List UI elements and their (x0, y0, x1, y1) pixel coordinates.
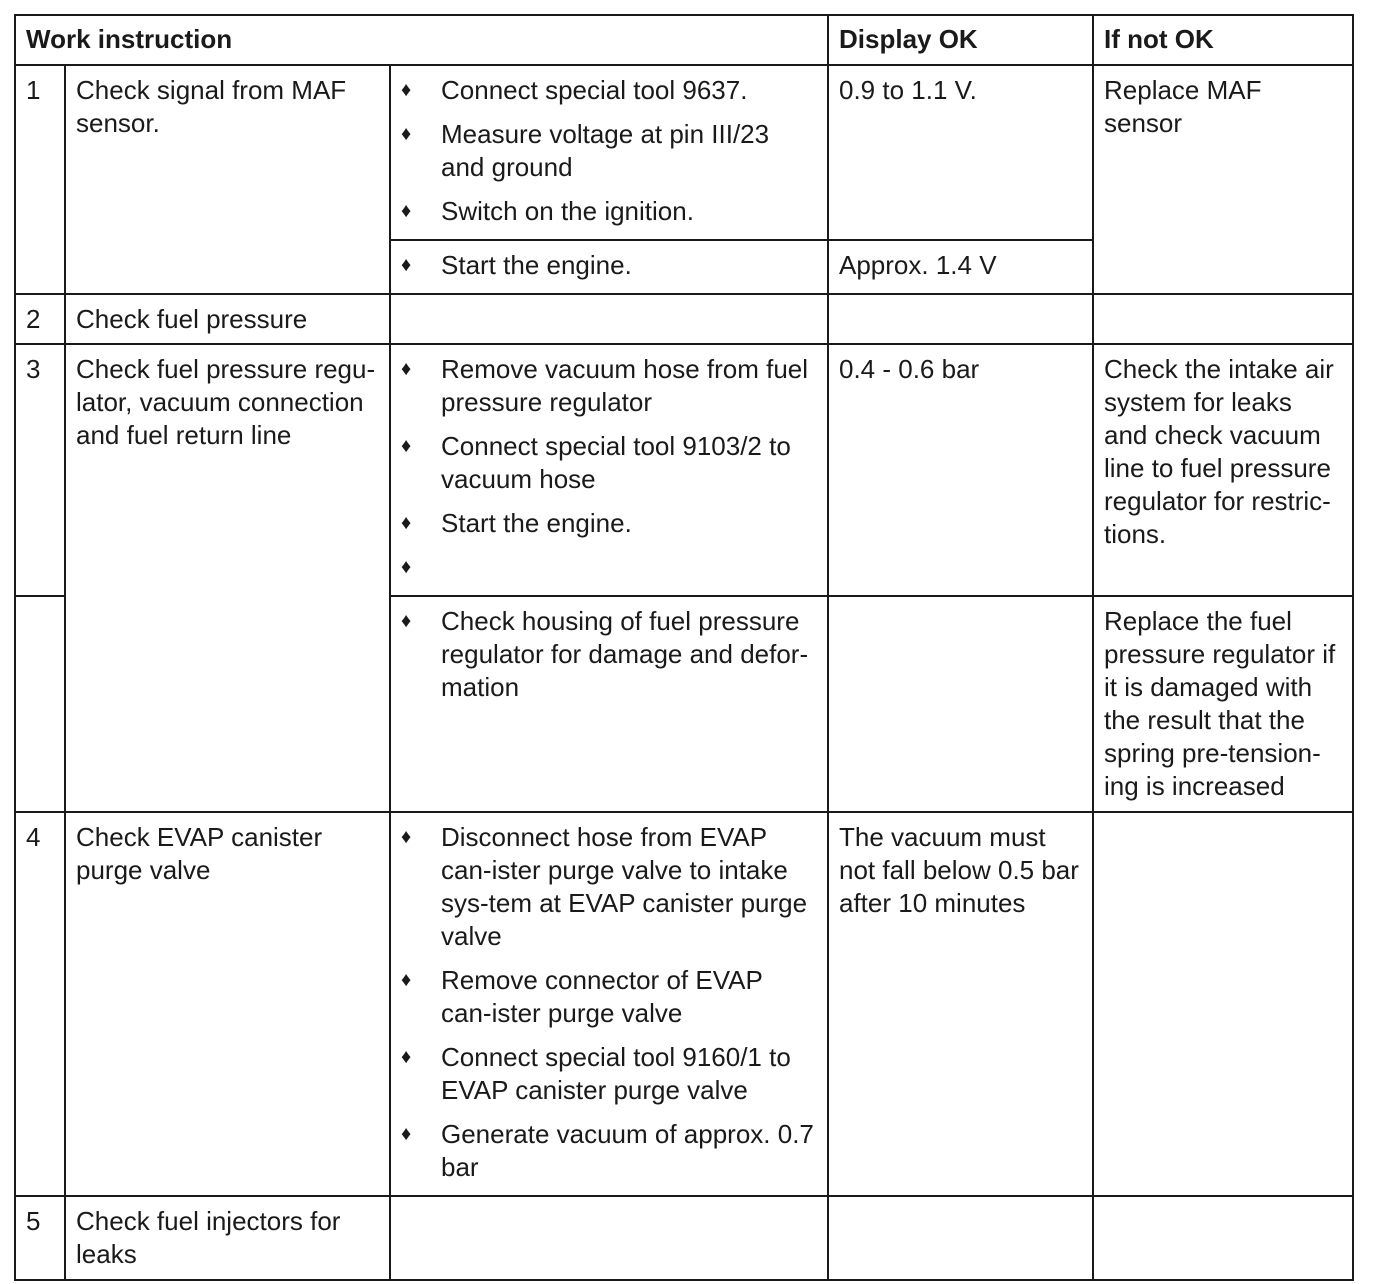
step-item: ♦ Switch on the ignition. (401, 196, 694, 226)
work-steps (390, 294, 828, 344)
row-number: 1 (15, 65, 65, 294)
diamond-bullet-icon: ♦ (401, 969, 412, 991)
display-ok-value: The vacuum must not fall below 0.5 bar after 10 minutes (828, 812, 1093, 1196)
diamond-bullet-icon: ♦ (401, 610, 412, 632)
table-row-2 (15, 294, 1353, 344)
display-ok-value (828, 294, 1093, 344)
diamond-bullet-icon: ♦ (401, 123, 412, 145)
if-not-ok-value: Check the intake air system for leaks and check vacuum line to fuel pressure regulator for restric-tions. (1093, 344, 1353, 596)
step-item: ♦ Connect special tool 9637. (401, 75, 748, 105)
diamond-bullet-icon: ♦ (401, 358, 412, 380)
step-item (401, 551, 819, 584)
if-not-ok-value (1093, 294, 1353, 344)
work-steps (390, 344, 828, 596)
row-title: Check signal from MAF sensor. (65, 65, 390, 294)
step-item: ♦ Measure voltage at pin III/23 and ground (401, 119, 770, 182)
diamond-bullet-icon: ♦ (401, 1046, 412, 1068)
row-number (15, 596, 65, 812)
row-number: 4 (15, 812, 65, 1196)
work-instruction-table (14, 14, 1354, 1281)
row-title: Check fuel injectors for leaks (65, 1196, 390, 1280)
diamond-bullet-icon: ♦ (401, 254, 412, 276)
row-title: Check fuel pressure (65, 294, 390, 344)
diamond-bullet-icon: ♦ (401, 556, 412, 578)
diamond-bullet-icon: ♦ (401, 79, 412, 101)
if-not-ok-value (1093, 812, 1353, 1196)
step-item: ♦ Check housing of fuel pressure regulator for damage and defor-mation (401, 606, 809, 702)
step-item: ♦ Disconnect hose from EVAP can-ister purge valve to intake sys-tem at EVAP canister purge valve (401, 822, 808, 951)
table-row-5 (15, 1196, 1353, 1280)
display-ok-value: Approx. 1.4 V (828, 240, 1093, 294)
display-ok-value: 0.9 to 1.1 V. (828, 65, 1093, 240)
step-item: ♦ Remove connector of EVAP can-ister purge valve (401, 965, 763, 1028)
step-item: ♦ Start the engine. (401, 250, 632, 280)
work-steps (390, 65, 828, 240)
step-item: ♦ Start the engine. (401, 508, 632, 538)
display-ok-value (828, 1196, 1093, 1280)
if-not-ok-value (1093, 1196, 1353, 1280)
display-ok-value (828, 596, 1093, 812)
step-item: ♦ Generate vacuum of approx. 0.7 bar (401, 1119, 814, 1182)
diamond-bullet-icon: ♦ (401, 200, 412, 222)
display-ok-value: 0.4 - 0.6 bar (828, 344, 1093, 596)
row-title: Check fuel pressure regu-lator, vacuum connection and fuel return line (65, 344, 390, 812)
row-number: 2 (15, 294, 65, 344)
header-if-not-ok: If not OK (1093, 15, 1353, 65)
if-not-ok-value: Replace MAF sensor (1093, 65, 1353, 294)
work-steps (390, 812, 828, 1196)
row-title: Check EVAP canister purge valve (65, 812, 390, 1196)
header-row (15, 15, 1353, 65)
diamond-bullet-icon: ♦ (401, 826, 412, 848)
work-steps (390, 240, 828, 294)
step-item: ♦ Connect special tool 9160/1 to EVAP canister purge valve (401, 1042, 791, 1105)
step-item: ♦ Connect special tool 9103/2 to vacuum hose (401, 431, 791, 494)
diamond-bullet-icon: ♦ (401, 435, 412, 457)
work-steps (390, 596, 828, 812)
table-row-3 (15, 344, 1353, 596)
step-item: ♦ Remove vacuum hose from fuel pressure regulator (401, 354, 809, 417)
if-not-ok-value: Replace the fuel pressure regulator if it is damaged with the result that the spring pre-tension-ing is increased (1093, 596, 1353, 812)
diamond-bullet-icon: ♦ (401, 1123, 412, 1145)
header-work-instruction: Work instruction (15, 15, 828, 65)
work-steps (390, 1196, 828, 1280)
diamond-bullet-icon: ♦ (401, 512, 412, 534)
row-number: 5 (15, 1196, 65, 1280)
table-row-4 (15, 812, 1353, 1196)
row-number: 3 (15, 344, 65, 596)
header-display-ok: Display OK (828, 15, 1093, 65)
table-row-1 (15, 65, 1353, 240)
